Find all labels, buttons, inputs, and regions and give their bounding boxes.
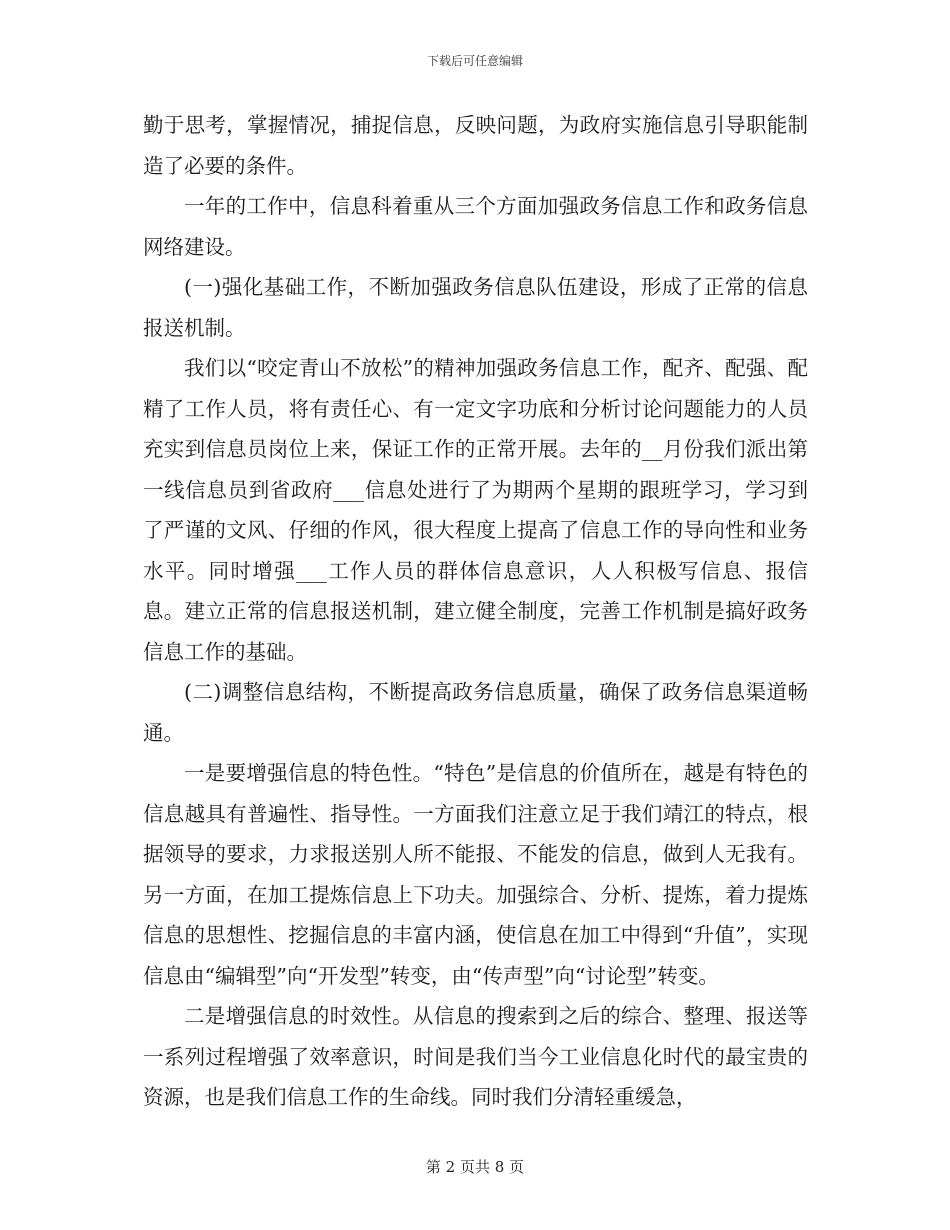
- paragraph-point-2: 二是增强信息的时效性。从信息的搜索到之后的综合、整理、报送等一系列过程增强了效率意识，时间是我们当今工业信息化时代的最宝贵的资源，也是我们信息工作的生命线。同时我们分清轻重缓急，: [143, 1004, 808, 1109]
- download-note: 下载后可任意编辑: [426, 54, 523, 68]
- section-heading-1: (一)强化基础工作，不断加强政务信息队伍建设，形成了正常的信息报送机制。: [143, 275, 808, 340]
- paragraph-point-1: 一是要增强信息的特色性。“特色”是信息的价值所在，越是有特色的信息越具有普遍性、指导性。一方面我们注意立足于我们靖江的特点，根据领导的要求，力求报送别人所不能报、不能发的信息，做到人无我有。另一方面，在加工提炼信息上下功夫。加强综合、分析、提炼，着力提炼信息的思想性、挖掘信息的丰富内涵，使信息在加工中得到“升值”，实现信息由“编辑型”向“开发型”转变，由“传声型”向“讨论型”转变。: [143, 761, 808, 988]
- paragraph-continuation: 勤于思考，掌握情况，捕捉信息，反映问题，为政府实施信息引导职能制造了必要的条件。: [143, 113, 808, 178]
- paragraph-intro: 一年的工作中，信息科着重从三个方面加强政务信息工作和政务信息网络建设。: [143, 194, 808, 259]
- section-heading-2: (二)调整信息结构，不断提高政务信息质量，确保了政务信息渠道畅通。: [143, 680, 808, 745]
- document-body: [143, 105, 808, 1118]
- page-number: 第 2 页共 8 页: [425, 1158, 525, 1176]
- paragraph-section-1-body: 我们以“咬定青山不放松”的精神加强政务信息工作，配齐、配强、配精了工作人员，将有责任心、有一定文字功底和分析讨论问题能力的人员充实到信息员岗位上来，保证工作的正常开展。去年的__月份我们派出第一线信息员到省政府___信息处进行了为期两个星期的跟班学习，学习到了严谨的文风、仔细的作风，很大程度上提高了信息工作的导向性和业务水平。同时增强___工作人员的群体信息意识，人人积极写信息、报信息。建立正常的信息报送机制，建立健全制度，完善工作机制是搞好政务信息工作的基础。: [143, 356, 808, 664]
